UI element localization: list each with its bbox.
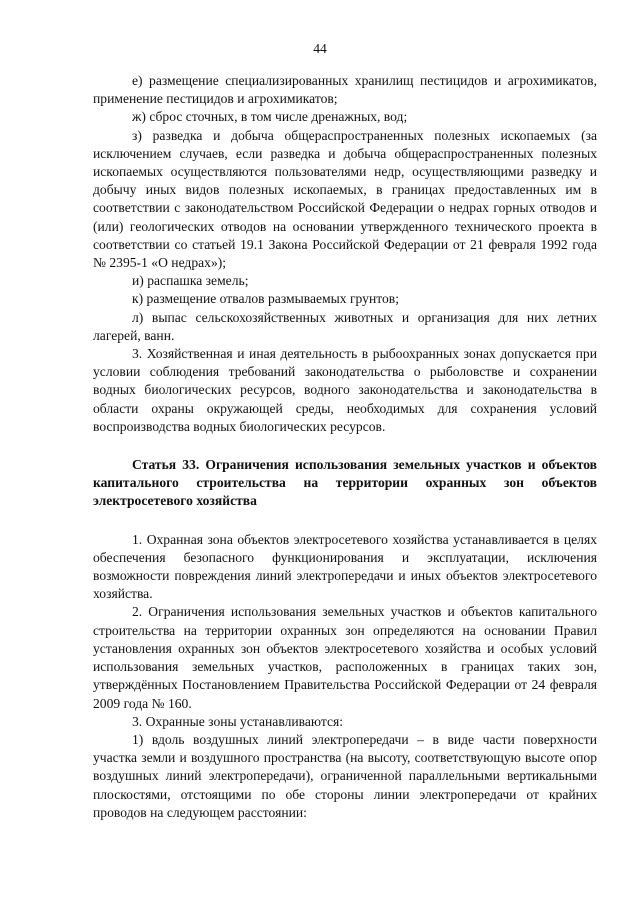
page-number: 44: [313, 41, 327, 56]
paragraph-subpoint-1: 1) вдоль воздушных линий электропередачи – в виде части поверхности участка земли и воздушного пространства (на высоту, соответствующую высоте опор воздушных линий электропередачи), ограниченной параллельными вертикальными плоскостями, отстоящими по обе стороны линии электропередачи от крайних проводов на следующем расстоянии:: [93, 731, 597, 820]
document-body: [93, 72, 597, 822]
paragraph-point-2: 2. Ограничения использования земельных участков и объектов капитального строительства на территории охранных зон определяются на основании Правил установления охранных зон объектов электросетевого хозяйства и особых условий использования земельных участков, расположенных в границах таких зон, утверждённых Постановлением Правительства Российской Федерации от 24 февраля 2009 года № 160.: [93, 604, 597, 711]
paragraph-point-3: 3. Хозяйственная и иная деятельность в рыбоохранных зонах допускается при условии соблюдения требований законодательства о рыболовстве и сохранении водных биологических ресурсов, водного законодательства и законодательства в области охраны окружающей среды, необходимых для сохранения условий воспроизводства водных биологических ресурсов.: [93, 346, 597, 434]
paragraph-item-e: е) размещение специализированных хранилищ пестицидов и агрохимикатов, применение пестицидов и агрохимикатов;: [93, 73, 597, 107]
spacer: [93, 511, 597, 531]
paragraph-item-zh: ж) сброс сточных, в том числе дренажных, вод;: [132, 109, 408, 125]
article-title: Статья 33. Ограничения использования земельных участков и объектов капитального строительства на территории охранных зон объектов электросетевого хозяйства: [93, 457, 597, 509]
paragraph-point-3: 3. Охранные зоны устанавливаются:: [132, 713, 344, 729]
paragraph-item-l: л) выпас сельскохозяйственных животных и организация для них летних лагерей, ванн.: [93, 309, 597, 343]
spacer: [93, 436, 597, 456]
paragraph-item-i: и) распашка земель;: [132, 273, 249, 289]
paragraph-item-k: к) размещение отвалов размываемых грунтов;: [132, 291, 400, 307]
paragraph-item-z: з) разведка и добыча общераспространенных полезных ископаемых (за исключением случаев, если разведка и добыча общераспространенных полезных ископаемых осуществляются пользователями недр, осуществляющими разведку и добычу иных видов полезных ископаемых, в границах предоставленных им в соответствии с законодательством Российской Федерации о недрах горных отводов и (или) геологических отводов на основании утвержденного технического проекта в соответствии со статьей 19.1 Закона Российской Федерации от 21 февраля 1992 года № 2395-1 «О недрах»);: [93, 127, 597, 271]
paragraph-point-1: 1. Охранная зона объектов электросетевого хозяйства устанавливается в целях обеспечения безопасного функционирования и эксплуатации, исключения возможности повреждения линий электропередачи и иных объектов электросетевого хозяйства.: [93, 531, 597, 602]
